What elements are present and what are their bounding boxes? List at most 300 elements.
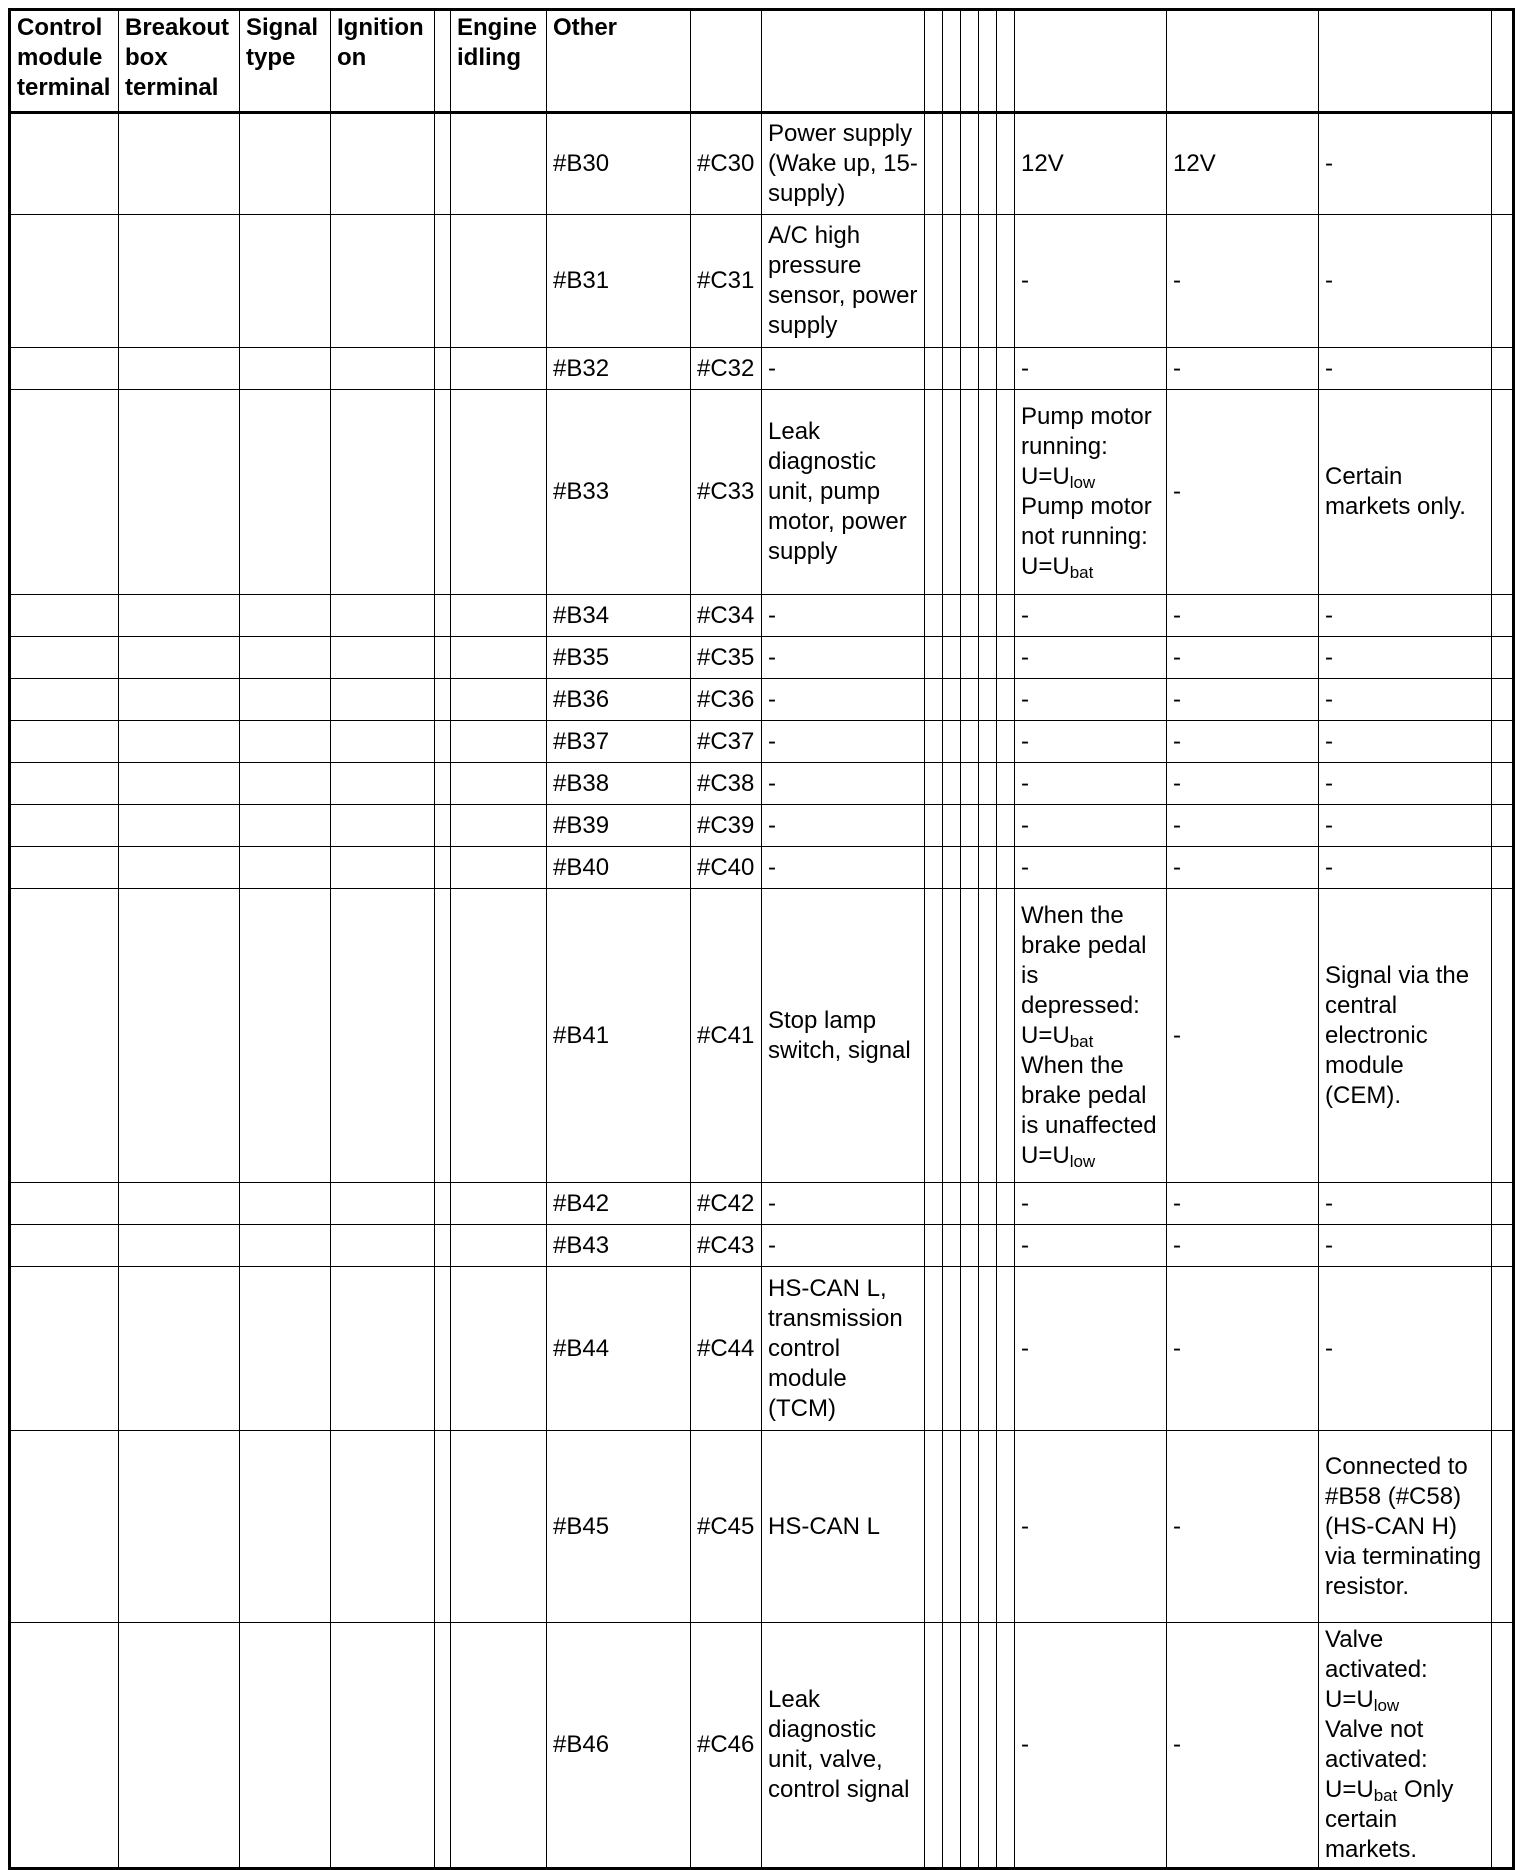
c-terminal-cell: #C41 — [691, 889, 762, 1183]
breakout-box-terminal-cell — [119, 1225, 240, 1267]
ignition-value-cell: - — [1015, 637, 1167, 679]
signal-description-cell: - — [762, 847, 925, 889]
engine-idling-cell — [451, 1267, 547, 1431]
control-module-terminal-cell — [10, 1431, 119, 1623]
ignition-on-cell — [331, 113, 435, 215]
spacer-cell — [997, 1225, 1015, 1267]
spacer-cell — [1492, 113, 1514, 215]
ignition-on-cell — [331, 390, 435, 595]
c-terminal-cell: #C32 — [691, 348, 762, 390]
spacer-cell — [435, 805, 451, 847]
spacer-cell — [925, 1183, 943, 1225]
spacer-cell — [961, 595, 979, 637]
breakout-box-terminal-cell — [119, 805, 240, 847]
engine-idling-cell — [451, 679, 547, 721]
spacer-cell — [943, 889, 961, 1183]
header-signal-type: Signal type — [240, 10, 331, 113]
signal-description-cell: - — [762, 1183, 925, 1225]
table-row — [10, 847, 1514, 889]
breakout-box-terminal-cell — [119, 847, 240, 889]
spacer-cell — [1492, 595, 1514, 637]
signal-type-cell — [240, 679, 331, 721]
b-terminal-cell: #B45 — [547, 1431, 691, 1623]
signal-type-cell — [240, 763, 331, 805]
engine-idling-cell — [451, 721, 547, 763]
header-empty — [1492, 10, 1514, 113]
breakout-box-terminal-cell — [119, 637, 240, 679]
ignition-value-cell: 12V — [1015, 113, 1167, 215]
other-notes-cell: Signal via the central electronic module (CEM). — [1319, 889, 1492, 1183]
control-module-terminal-cell — [10, 637, 119, 679]
breakout-box-terminal-cell — [119, 1183, 240, 1225]
spacer-cell — [925, 847, 943, 889]
signal-type-cell — [240, 595, 331, 637]
ignition-on-cell — [331, 348, 435, 390]
engine-idling-cell — [451, 113, 547, 215]
signal-description-cell: Stop lamp switch, signal — [762, 889, 925, 1183]
spacer-cell — [925, 889, 943, 1183]
other-notes-cell: - — [1319, 1267, 1492, 1431]
header-empty — [1015, 10, 1167, 113]
ignition-value-cell: - — [1015, 215, 1167, 348]
signal-type-cell — [240, 1431, 331, 1623]
control-module-terminal-cell — [10, 721, 119, 763]
spacer-cell — [997, 847, 1015, 889]
header-spacer — [435, 10, 451, 113]
spacer-cell — [997, 348, 1015, 390]
idling-value-cell: - — [1167, 679, 1319, 721]
voltage-subscript: low — [1373, 1696, 1400, 1715]
signal-type-cell — [240, 637, 331, 679]
spacer-cell — [961, 1431, 979, 1623]
table-row — [10, 1431, 1514, 1623]
spacer-cell — [997, 805, 1015, 847]
spacer-cell — [979, 763, 997, 805]
spacer-cell — [961, 763, 979, 805]
other-notes-cell: - — [1319, 805, 1492, 847]
signal-type-cell — [240, 215, 331, 348]
spacer-cell — [979, 215, 997, 348]
other-notes-cell: - — [1319, 847, 1492, 889]
ignition-value-cell: - — [1015, 348, 1167, 390]
header-empty — [1319, 10, 1492, 113]
voltage-subscript: low — [1069, 1151, 1096, 1171]
spacer-cell — [997, 1623, 1015, 1869]
header-empty — [943, 10, 961, 113]
spacer-cell — [979, 637, 997, 679]
voltage-line — [1325, 1775, 1485, 1865]
signal-description-cell: Power supply (Wake up, 15-supply) — [762, 113, 925, 215]
spacer-cell — [997, 721, 1015, 763]
spacer-cell — [979, 1225, 997, 1267]
engine-idling-cell — [451, 889, 547, 1183]
engine-idling-cell — [451, 1225, 547, 1267]
idling-value-cell: 12V — [1167, 113, 1319, 215]
spacer-cell — [961, 721, 979, 763]
spacer-cell — [435, 215, 451, 348]
spacer-cell — [997, 595, 1015, 637]
ignition-on-cell — [331, 595, 435, 637]
spacer-cell — [1492, 1267, 1514, 1431]
engine-idling-cell — [451, 805, 547, 847]
ignition-value-cell: - — [1015, 679, 1167, 721]
b-terminal-cell: #B33 — [547, 390, 691, 595]
ignition-on-cell — [331, 889, 435, 1183]
b-terminal-cell: #B35 — [547, 637, 691, 679]
idling-value-cell: - — [1167, 215, 1319, 348]
signal-description-cell: HS-CAN L, transmission control module (TCM) — [762, 1267, 925, 1431]
engine-idling-cell — [451, 1623, 547, 1869]
b-terminal-cell: #B37 — [547, 721, 691, 763]
b-terminal-cell: #B38 — [547, 763, 691, 805]
other-notes-cell: - — [1319, 637, 1492, 679]
header-row — [10, 10, 1514, 113]
spacer-cell — [979, 348, 997, 390]
idling-value-cell: - — [1167, 1225, 1319, 1267]
control-module-terminal-cell — [10, 215, 119, 348]
signal-description-cell: - — [762, 595, 925, 637]
terminal-table — [8, 8, 1515, 1870]
voltage-symbol: U=U — [1021, 463, 1070, 490]
spacer-cell — [435, 847, 451, 889]
table-row — [10, 637, 1514, 679]
table-row — [10, 805, 1514, 847]
control-module-terminal-cell — [10, 679, 119, 721]
control-module-terminal-cell — [10, 1623, 119, 1869]
spacer-cell — [1492, 1431, 1514, 1623]
spacer-cell — [1492, 215, 1514, 348]
signal-type-cell — [240, 1623, 331, 1869]
voltage-subscript: bat — [1373, 1786, 1398, 1805]
ignition-on-cell — [331, 215, 435, 348]
c-terminal-cell: #C39 — [691, 805, 762, 847]
spacer-cell — [1492, 637, 1514, 679]
breakout-box-terminal-cell — [119, 1431, 240, 1623]
cell-line: When the brake pedal is unaffected — [1021, 1051, 1157, 1139]
other-notes-cell: - — [1319, 679, 1492, 721]
control-module-terminal-cell — [10, 763, 119, 805]
spacer-cell — [435, 113, 451, 215]
c-terminal-cell: #C30 — [691, 113, 762, 215]
other-notes-cell: - — [1319, 348, 1492, 390]
spacer-cell — [997, 390, 1015, 595]
engine-idling-cell — [451, 847, 547, 889]
spacer-cell — [925, 1431, 943, 1623]
breakout-box-terminal-cell — [119, 113, 240, 215]
ignition-value-cell — [1015, 889, 1167, 1183]
engine-idling-cell — [451, 637, 547, 679]
ignition-on-cell — [331, 1225, 435, 1267]
signal-description-cell: A/C high pressure sensor, power supply — [762, 215, 925, 348]
signal-type-cell — [240, 805, 331, 847]
table-row — [10, 1267, 1514, 1431]
control-module-terminal-cell — [10, 847, 119, 889]
engine-idling-cell — [451, 215, 547, 348]
idling-value-cell: - — [1167, 1267, 1319, 1431]
spacer-cell — [943, 390, 961, 595]
spacer-cell — [943, 1431, 961, 1623]
control-module-terminal-cell — [10, 348, 119, 390]
breakout-box-terminal-cell — [119, 348, 240, 390]
table-row — [10, 889, 1514, 1183]
spacer-cell — [961, 1183, 979, 1225]
table-row — [10, 1225, 1514, 1267]
cell-stack — [1021, 901, 1160, 1171]
header-empty — [1167, 10, 1319, 113]
control-module-terminal-cell — [10, 805, 119, 847]
spacer-cell — [435, 1267, 451, 1431]
engine-idling-cell — [451, 1183, 547, 1225]
c-terminal-cell: #C36 — [691, 679, 762, 721]
b-terminal-cell: #B42 — [547, 1183, 691, 1225]
spacer-cell — [961, 1225, 979, 1267]
breakout-box-terminal-cell — [119, 889, 240, 1183]
signal-description-cell: Leak diagnostic unit, pump motor, power supply — [762, 390, 925, 595]
spacer-cell — [435, 348, 451, 390]
voltage-line — [1325, 1685, 1485, 1715]
voltage-line — [1325, 1715, 1485, 1775]
voltage-subscript: bat — [1069, 563, 1094, 582]
c-terminal-cell: #C37 — [691, 721, 762, 763]
header-other: Other — [547, 10, 691, 113]
table-row — [10, 595, 1514, 637]
c-terminal-cell: #C43 — [691, 1225, 762, 1267]
other-notes-cell: - — [1319, 595, 1492, 637]
signal-type-cell — [240, 113, 331, 215]
spacer-cell — [435, 1623, 451, 1869]
b-terminal-cell: #B36 — [547, 679, 691, 721]
other-notes-cell: - — [1319, 113, 1492, 215]
signal-description-cell: - — [762, 679, 925, 721]
table-row — [10, 679, 1514, 721]
cell-stack — [1021, 402, 1160, 582]
spacer-cell — [435, 1183, 451, 1225]
voltage-symbol: U=U — [1021, 553, 1070, 580]
spacer-cell — [979, 1623, 997, 1869]
spacer-cell — [979, 847, 997, 889]
table-row — [10, 348, 1514, 390]
b-terminal-cell: #B44 — [547, 1267, 691, 1431]
spacer-cell — [925, 595, 943, 637]
voltage-line — [1021, 552, 1160, 582]
signal-description-cell: - — [762, 1225, 925, 1267]
signal-description-cell: - — [762, 763, 925, 805]
signal-type-cell — [240, 847, 331, 889]
spacer-cell — [979, 721, 997, 763]
spacer-cell — [943, 637, 961, 679]
other-notes-cell: - — [1319, 763, 1492, 805]
spacer-cell — [979, 1431, 997, 1623]
c-terminal-cell: #C45 — [691, 1431, 762, 1623]
voltage-symbol: U=U — [1021, 1021, 1070, 1049]
idling-value-cell: - — [1167, 348, 1319, 390]
signal-type-cell — [240, 348, 331, 390]
spacer-cell — [961, 348, 979, 390]
breakout-box-terminal-cell — [119, 679, 240, 721]
spacer-cell — [925, 348, 943, 390]
b-terminal-cell: #B31 — [547, 215, 691, 348]
spacer-cell — [925, 805, 943, 847]
spacer-cell — [925, 763, 943, 805]
spacer-cell — [435, 679, 451, 721]
spacer-cell — [961, 679, 979, 721]
c-terminal-cell: #C33 — [691, 390, 762, 595]
ignition-value-cell: - — [1015, 763, 1167, 805]
other-notes-cell: - — [1319, 1183, 1492, 1225]
ignition-value-cell — [1015, 390, 1167, 595]
header-empty — [925, 10, 943, 113]
spacer-cell — [979, 679, 997, 721]
spacer-cell — [961, 113, 979, 215]
signal-description-cell: Leak diagnostic unit, valve, control signal — [762, 1623, 925, 1869]
signal-description-cell: HS-CAN L — [762, 1431, 925, 1623]
ignition-value-cell: - — [1015, 595, 1167, 637]
ignition-on-cell — [331, 637, 435, 679]
signal-description-cell: - — [762, 637, 925, 679]
idling-value-cell: - — [1167, 1183, 1319, 1225]
spacer-cell — [997, 763, 1015, 805]
c-terminal-cell: #C35 — [691, 637, 762, 679]
table-row — [10, 1623, 1514, 1869]
spacer-cell — [961, 889, 979, 1183]
idling-value-cell: - — [1167, 721, 1319, 763]
signal-type-cell — [240, 1267, 331, 1431]
signal-type-cell — [240, 721, 331, 763]
voltage-symbol: U=U — [1325, 1686, 1374, 1713]
ignition-value-cell: - — [1015, 1267, 1167, 1431]
ignition-on-cell — [331, 763, 435, 805]
spacer-cell — [943, 215, 961, 348]
control-module-terminal-cell — [10, 113, 119, 215]
spacer-cell — [435, 637, 451, 679]
idling-value-cell: - — [1167, 805, 1319, 847]
ignition-value-cell: - — [1015, 847, 1167, 889]
ignition-value-cell: - — [1015, 1225, 1167, 1267]
spacer-cell — [943, 1225, 961, 1267]
ignition-value-cell: - — [1015, 805, 1167, 847]
idling-value-cell: - — [1167, 847, 1319, 889]
c-terminal-cell: #C38 — [691, 763, 762, 805]
spacer-cell — [925, 637, 943, 679]
ignition-on-cell — [331, 805, 435, 847]
header-empty — [979, 10, 997, 113]
ignition-value-cell: - — [1015, 1183, 1167, 1225]
table-row — [10, 215, 1514, 348]
ignition-on-cell — [331, 1267, 435, 1431]
signal-description-cell: - — [762, 348, 925, 390]
spacer-cell — [1492, 721, 1514, 763]
spacer-cell — [1492, 679, 1514, 721]
control-module-terminal-cell — [10, 595, 119, 637]
spacer-cell — [943, 595, 961, 637]
b-terminal-cell: #B30 — [547, 113, 691, 215]
other-notes-cell: - — [1319, 215, 1492, 348]
spacer-cell — [435, 763, 451, 805]
ignition-on-cell — [331, 847, 435, 889]
spacer-cell — [1492, 390, 1514, 595]
spacer-cell — [943, 763, 961, 805]
header-engine-idling: Engine idling — [451, 10, 547, 113]
voltage-symbol: U=U — [1325, 1776, 1374, 1803]
idling-value-cell: - — [1167, 390, 1319, 595]
table-row — [10, 390, 1514, 595]
other-notes-cell: Certain markets only. — [1319, 390, 1492, 595]
voltage-symbol: U=U — [1021, 1141, 1070, 1169]
signal-type-cell — [240, 889, 331, 1183]
c-terminal-cell: #C34 — [691, 595, 762, 637]
voltage-line — [1021, 1021, 1160, 1051]
spacer-cell — [961, 1623, 979, 1869]
spacer-cell — [979, 805, 997, 847]
engine-idling-cell — [451, 595, 547, 637]
engine-idling-cell — [451, 348, 547, 390]
b-terminal-cell: #B39 — [547, 805, 691, 847]
control-module-terminal-cell — [10, 1225, 119, 1267]
cell-line: Only certain markets. — [1325, 1776, 1454, 1863]
spacer-cell — [961, 1267, 979, 1431]
header-empty — [997, 10, 1015, 113]
header-empty — [961, 10, 979, 113]
spacer-cell — [943, 1183, 961, 1225]
c-terminal-cell: #C42 — [691, 1183, 762, 1225]
idling-value-cell: - — [1167, 889, 1319, 1183]
spacer-cell — [1492, 348, 1514, 390]
spacer-cell — [961, 847, 979, 889]
breakout-box-terminal-cell — [119, 595, 240, 637]
spacer-cell — [997, 637, 1015, 679]
spacer-cell — [925, 215, 943, 348]
breakout-box-terminal-cell — [119, 390, 240, 595]
b-terminal-cell: #B41 — [547, 889, 691, 1183]
spacer-cell — [997, 889, 1015, 1183]
breakout-box-terminal-cell — [119, 763, 240, 805]
spacer-cell — [979, 1267, 997, 1431]
spacer-cell — [1492, 1183, 1514, 1225]
spacer-cell — [925, 1623, 943, 1869]
signal-description-cell: - — [762, 721, 925, 763]
voltage-line — [1021, 462, 1160, 492]
spacer-cell — [435, 721, 451, 763]
ignition-on-cell — [331, 1183, 435, 1225]
spacer-cell — [997, 679, 1015, 721]
spacer-cell — [1492, 1623, 1514, 1869]
spacer-cell — [961, 215, 979, 348]
spacer-cell — [997, 1431, 1015, 1623]
ignition-value-cell: - — [1015, 1431, 1167, 1623]
b-terminal-cell: #B43 — [547, 1225, 691, 1267]
spacer-cell — [925, 721, 943, 763]
spacer-cell — [435, 1225, 451, 1267]
header-empty — [691, 10, 762, 113]
other-notes-cell: - — [1319, 721, 1492, 763]
engine-idling-cell — [451, 390, 547, 595]
signal-type-cell — [240, 390, 331, 595]
table-row — [10, 1183, 1514, 1225]
control-module-terminal-cell — [10, 1183, 119, 1225]
spacer-cell — [979, 889, 997, 1183]
spacer-cell — [979, 595, 997, 637]
breakout-box-terminal-cell — [119, 721, 240, 763]
voltage-subscript: bat — [1069, 1031, 1094, 1051]
spacer-cell — [1492, 805, 1514, 847]
spacer-cell — [961, 637, 979, 679]
spacer-cell — [997, 1267, 1015, 1431]
signal-type-cell — [240, 1225, 331, 1267]
cell-line: Pump motor not running: — [1021, 493, 1152, 550]
spacer-cell — [943, 348, 961, 390]
cell-line: Pump motor running: — [1021, 403, 1152, 460]
voltage-subscript: low — [1069, 473, 1096, 492]
